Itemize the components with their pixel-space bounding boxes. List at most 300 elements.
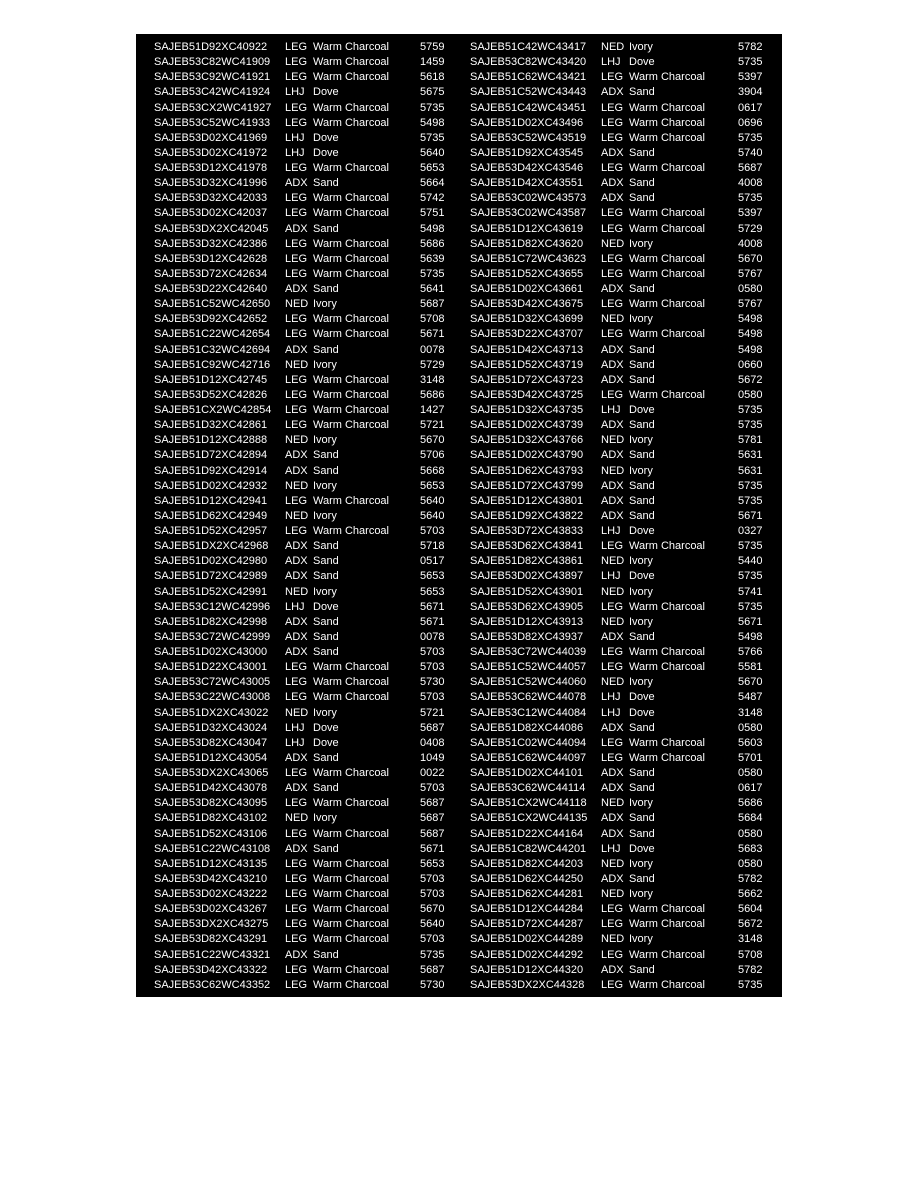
color-name-cell: Warm Charcoal [629,661,705,674]
vin-cell: SAJEB51D02XC44292 [470,948,584,961]
color-name-cell: Warm Charcoal [313,313,389,326]
vin-cell: SAJEB51D42XC43713 [470,343,584,356]
number-cell: 5687 [420,827,445,840]
table-row [470,403,780,418]
number-cell: 5653 [420,570,445,583]
vin-cell: SAJEB51D62XC42949 [154,509,268,522]
number-cell: 5735 [738,978,763,991]
table-row [154,418,464,433]
table-row [470,282,780,297]
vin-cell: SAJEB51D62XC44281 [470,888,584,900]
vin-cell: SAJEB51D02XC42980 [154,555,268,568]
table-row [470,902,780,917]
trim-code-cell: ADX [285,751,308,764]
color-name-cell: Ivory [629,555,653,568]
table-row [154,615,464,630]
trim-code-cell: ADX [601,146,624,159]
number-cell: 5631 [738,464,763,477]
number-cell: 5670 [738,676,763,689]
trim-code-cell: ADX [285,948,308,961]
number-cell: 5701 [738,751,763,764]
trim-code-cell: NED [285,358,309,371]
number-cell: 5603 [738,736,763,749]
vin-cell: SAJEB51D52XC43719 [470,358,584,371]
vin-cell: SAJEB53DX2XC43065 [154,767,269,779]
vin-cell: SAJEB53D72XC42634 [154,267,268,280]
table-row [470,736,780,751]
vin-cell: SAJEB53D32XC42386 [154,237,268,250]
vin-cell: SAJEB51D92XC43545 [470,146,584,159]
color-name-cell: Sand [629,630,655,643]
table-row [470,781,780,796]
color-name-cell: Warm Charcoal [313,252,389,265]
trim-code-cell: NED [285,479,309,492]
table-row [154,146,464,161]
color-name-cell: Ivory [313,298,337,311]
vin-cell: SAJEB53D02XC42037 [154,207,268,220]
number-cell: 5671 [420,600,445,613]
table-row [470,509,780,524]
trim-code-cell: LEG [285,918,308,931]
number-cell: 5729 [420,358,445,371]
table-row [470,101,780,116]
table-row [154,857,464,872]
color-name-cell: Sand [313,782,339,795]
number-cell: 0617 [738,101,763,114]
number-cell: 5735 [420,101,445,114]
number-cell: 5687 [420,721,445,734]
color-name-cell: Warm Charcoal [629,131,705,144]
color-name-cell: Warm Charcoal [313,933,389,946]
vin-cell: SAJEB51D02XC44101 [470,767,584,779]
trim-code-cell: NED [601,888,625,900]
color-name-cell: Sand [313,751,339,764]
trim-code-cell: ADX [601,373,624,386]
color-name-cell: Warm Charcoal [629,948,705,961]
number-cell: 5730 [420,978,445,991]
color-name-cell: Sand [629,827,655,840]
number-cell: 5766 [738,646,763,658]
table-row [470,811,780,826]
table-row [470,327,780,342]
table-row [470,464,780,479]
table-row [470,524,780,539]
vin-color-table [136,34,782,997]
vin-cell: SAJEB53C52WC43519 [470,131,587,144]
trim-code-cell: LEG [601,328,624,341]
trim-code-cell: LEG [601,101,624,114]
number-cell: 5670 [420,903,445,916]
table-row [154,751,464,766]
vin-cell: SAJEB53C82WC41909 [154,56,271,69]
color-name-cell: Warm Charcoal [313,857,389,870]
color-name-cell: Ivory [629,434,653,447]
vin-cell: SAJEB53D02XC43267 [154,903,268,916]
table-row [154,660,464,675]
trim-code-cell: LEG [285,328,308,341]
trim-code-cell: NED [601,555,625,568]
color-name-cell: Warm Charcoal [629,101,705,114]
vin-cell: SAJEB51D12XC42941 [154,494,268,507]
color-name-cell: Ivory [629,615,653,628]
table-row [154,343,464,358]
color-name-cell: Warm Charcoal [629,116,705,129]
trim-code-cell: LHJ [601,842,621,855]
table-row [470,479,780,494]
color-name-cell: Warm Charcoal [313,827,389,840]
table-row [154,963,464,978]
table-row [154,131,464,146]
number-cell: 5670 [420,434,445,447]
color-name-cell: Warm Charcoal [313,767,389,779]
table-row [154,872,464,887]
color-name-cell: Warm Charcoal [629,252,705,265]
vin-cell: SAJEB53D42XC43725 [470,388,584,401]
number-cell: 5782 [738,963,763,976]
color-name-cell: Warm Charcoal [313,162,389,174]
vin-cell: SAJEB51C42WC43451 [470,101,587,114]
table-row [154,736,464,751]
color-name-cell: Sand [313,555,339,568]
table-row [470,675,780,690]
table-row [154,917,464,932]
vin-cell: SAJEB51D12XC43054 [154,751,268,764]
table-row [154,70,464,85]
table-row [470,146,780,161]
color-name-cell: Warm Charcoal [313,918,389,931]
number-cell: 5653 [420,857,445,870]
table-row [470,721,780,736]
number-cell: 5671 [738,615,763,628]
number-cell: 1049 [420,751,445,764]
vin-cell: SAJEB51D72XC43799 [470,479,584,492]
table-row [470,191,780,206]
number-cell: 4008 [738,177,763,190]
trim-code-cell: ADX [285,449,308,462]
vin-cell: SAJEB53D92XC42652 [154,313,268,326]
color-name-cell: Warm Charcoal [629,903,705,916]
color-name-cell: Sand [629,343,655,356]
number-cell: 5735 [738,419,763,432]
right-column [470,40,780,993]
table-row [154,116,464,131]
vin-cell: SAJEB51DX2XC43022 [154,706,269,719]
vin-cell: SAJEB51D82XC44086 [470,721,584,734]
number-cell: 5671 [420,615,445,628]
vin-cell: SAJEB53DX2XC43275 [154,918,269,931]
color-name-cell: Ivory [313,706,337,719]
number-cell: 5735 [738,131,763,144]
table-row [470,494,780,509]
vin-cell: SAJEB51D52XC43106 [154,827,268,840]
table-row [154,706,464,721]
color-name-cell: Ivory [629,237,653,250]
vin-cell: SAJEB53CX2WC41927 [154,101,272,114]
number-cell: 5742 [420,192,445,205]
trim-code-cell: ADX [285,646,308,658]
color-name-cell: Ivory [629,933,653,946]
number-cell: 5670 [738,252,763,265]
color-name-cell: Sand [629,963,655,976]
trim-code-cell: ADX [601,343,624,356]
number-cell: 5708 [420,313,445,326]
color-name-cell: Warm Charcoal [313,419,389,432]
vin-cell: SAJEB53C02WC43573 [470,192,587,205]
number-cell: 5687 [420,812,445,825]
number-cell: 0696 [738,116,763,129]
number-cell: 0408 [420,736,445,749]
number-cell: 0580 [738,857,763,870]
color-name-cell: Ivory [629,797,653,810]
vin-cell: SAJEB51C32WC42694 [154,343,271,356]
table-row [154,569,464,584]
table-row [154,222,464,237]
color-name-cell: Dove [313,146,339,159]
vin-cell: SAJEB53D72XC43833 [470,525,584,537]
table-row [470,842,780,857]
vin-cell: SAJEB53D32XC41996 [154,177,268,190]
number-cell: 5759 [420,41,445,53]
number-cell: 5641 [420,283,445,295]
table-row [154,403,464,418]
table-row [470,297,780,312]
vin-cell: SAJEB51D32XC43735 [470,404,584,416]
vin-cell: SAJEB51C82WC44201 [470,842,587,855]
number-cell: 5672 [738,918,763,931]
number-cell: 3904 [738,86,763,99]
vin-cell: SAJEB51C72WC43623 [470,252,587,265]
trim-code-cell: ADX [285,540,308,553]
table-row [470,252,780,267]
trim-code-cell: LEG [601,646,624,658]
trim-code-cell: LEG [601,903,624,916]
color-name-cell: Warm Charcoal [313,676,389,689]
trim-code-cell: ADX [601,479,624,492]
table-row [470,932,780,947]
number-cell: 5498 [420,116,445,129]
color-name-cell: Dove [629,56,655,69]
table-row [154,237,464,252]
vin-cell: SAJEB51D82XC43620 [470,237,584,250]
number-cell: 5782 [738,872,763,885]
table-row [470,796,780,811]
number-cell: 0617 [738,782,763,795]
color-name-cell: Warm Charcoal [313,963,389,976]
vin-cell: SAJEB53D82XC43047 [154,736,268,749]
vin-cell: SAJEB51C62WC44097 [470,751,587,764]
color-name-cell: Warm Charcoal [313,903,389,916]
trim-code-cell: NED [601,434,625,447]
vin-cell: SAJEB53D42XC43546 [470,162,584,174]
trim-code-cell: NED [285,434,309,447]
trim-code-cell: NED [601,464,625,477]
left-column [154,40,464,993]
table-row [154,433,464,448]
vin-cell: SAJEB53C72WC43005 [154,676,271,689]
table-row [154,645,464,660]
number-cell: 5498 [738,630,763,643]
number-cell: 5664 [420,177,445,190]
number-cell: 5735 [738,192,763,205]
color-name-cell: Warm Charcoal [313,41,389,53]
vin-cell: SAJEB53C82WC43420 [470,56,587,69]
color-name-cell: Warm Charcoal [313,494,389,507]
color-name-cell: Warm Charcoal [313,237,389,250]
color-name-cell: Sand [629,146,655,159]
trim-code-cell: ADX [601,509,624,522]
number-cell: 5782 [738,41,763,53]
color-name-cell: Warm Charcoal [629,646,705,658]
vin-cell: SAJEB53C52WC41933 [154,116,271,129]
color-name-cell: Ivory [313,479,337,492]
color-name-cell: Sand [629,509,655,522]
vin-cell: SAJEB51C02WC44094 [470,736,587,749]
trim-code-cell: ADX [285,782,308,795]
color-name-cell: Warm Charcoal [313,525,389,537]
vin-cell: SAJEB51DX2XC42968 [154,540,269,553]
table-row [470,978,780,993]
color-name-cell: Warm Charcoal [629,751,705,764]
number-cell: 5640 [420,509,445,522]
number-cell: 3148 [738,706,763,719]
table-row [154,766,464,781]
number-cell: 5735 [738,479,763,492]
trim-code-cell: NED [601,615,625,628]
vin-cell: SAJEB53C92WC41921 [154,71,271,84]
table-row [154,161,464,176]
number-cell: 5686 [738,797,763,810]
color-name-cell: Warm Charcoal [313,101,389,114]
table-row [470,615,780,630]
color-name-cell: Dove [629,525,655,537]
trim-code-cell: LEG [285,963,308,976]
table-row [470,569,780,584]
vin-cell: SAJEB51D72XC43723 [470,373,584,386]
trim-code-cell: ADX [285,343,308,356]
table-row [470,388,780,403]
trim-code-cell: LHJ [601,706,621,719]
color-name-cell: Sand [629,192,655,205]
trim-code-cell: NED [601,41,625,53]
trim-code-cell: LEG [285,676,308,689]
number-cell: 5740 [738,146,763,159]
trim-code-cell: LEG [601,298,624,311]
table-row [470,448,780,463]
table-row [470,645,780,660]
trim-code-cell: ADX [601,630,624,643]
vin-cell: SAJEB51D02XC43739 [470,419,584,432]
number-cell: 5618 [420,71,445,84]
table-row [154,675,464,690]
trim-code-cell: ADX [601,449,624,462]
color-name-cell: Warm Charcoal [313,872,389,885]
trim-code-cell: LEG [601,222,624,235]
trim-code-cell: LEG [601,71,624,84]
table-row [470,161,780,176]
number-cell: 0022 [420,767,445,779]
number-cell: 0660 [738,358,763,371]
vin-cell: SAJEB53D62XC43905 [470,600,584,613]
trim-code-cell: LEG [601,661,624,674]
trim-code-cell: ADX [601,86,624,99]
trim-code-cell: LEG [285,419,308,432]
vin-cell: SAJEB53D82XC43937 [470,630,584,643]
vin-cell: SAJEB53D02XC41972 [154,146,268,159]
number-cell: 5703 [420,691,445,704]
number-cell: 5735 [738,56,763,69]
trim-code-cell: ADX [601,494,624,507]
number-cell: 5684 [738,812,763,825]
number-cell: 5729 [738,222,763,235]
vin-cell: SAJEB53D12XC42628 [154,252,268,265]
table-row [470,222,780,237]
vin-cell: SAJEB51C22WC42654 [154,328,271,341]
vin-cell: SAJEB51CX2WC42854 [154,404,272,416]
table-row [154,842,464,857]
color-name-cell: Dove [313,736,339,749]
trim-code-cell: NED [601,797,625,810]
color-name-cell: Warm Charcoal [629,162,705,174]
number-cell: 1459 [420,56,445,69]
color-name-cell: Dove [313,600,339,613]
number-cell: 0580 [738,767,763,779]
color-name-cell: Sand [629,479,655,492]
trim-code-cell: ADX [601,721,624,734]
vin-cell: SAJEB53D02XC41969 [154,131,268,144]
table-row [470,206,780,221]
vin-cell: SAJEB53C02WC43587 [470,207,587,220]
number-cell: 5671 [738,509,763,522]
vin-cell: SAJEB51C52WC44057 [470,661,587,674]
table-row [470,887,780,902]
vin-cell: SAJEB51D52XC43655 [470,267,584,280]
table-row [154,312,464,327]
table-row [470,373,780,388]
trim-code-cell: NED [601,933,625,946]
color-name-cell: Warm Charcoal [629,540,705,553]
trim-code-cell: LEG [601,948,624,961]
trim-code-cell: LEG [285,797,308,810]
table-row [154,600,464,615]
trim-code-cell: LHJ [601,56,621,69]
number-cell: 0580 [738,721,763,734]
table-row [154,358,464,373]
number-cell: 5735 [738,494,763,507]
trim-code-cell: LEG [601,131,624,144]
number-cell: 5498 [738,328,763,341]
number-cell: 5703 [420,525,445,537]
table-row [470,690,780,705]
vin-cell: SAJEB53D42XC43322 [154,963,268,976]
color-name-cell: Sand [313,948,339,961]
trim-code-cell: LHJ [285,86,305,99]
trim-code-cell: LEG [285,207,308,220]
vin-cell: SAJEB51D82XC42998 [154,615,268,628]
color-name-cell: Sand [313,222,339,235]
vin-cell: SAJEB51C52WC43443 [470,86,587,99]
vin-cell: SAJEB51D32XC43766 [470,434,584,447]
vin-cell: SAJEB51CX2WC44118 [470,797,587,810]
table-row [154,781,464,796]
vin-cell: SAJEB51D02XC43496 [470,116,584,129]
number-cell: 5687 [420,797,445,810]
trim-code-cell: ADX [601,358,624,371]
trim-code-cell: NED [601,585,625,598]
number-cell: 5653 [420,479,445,492]
number-cell: 5498 [738,313,763,326]
number-cell: 5703 [420,646,445,658]
table-row [470,55,780,70]
